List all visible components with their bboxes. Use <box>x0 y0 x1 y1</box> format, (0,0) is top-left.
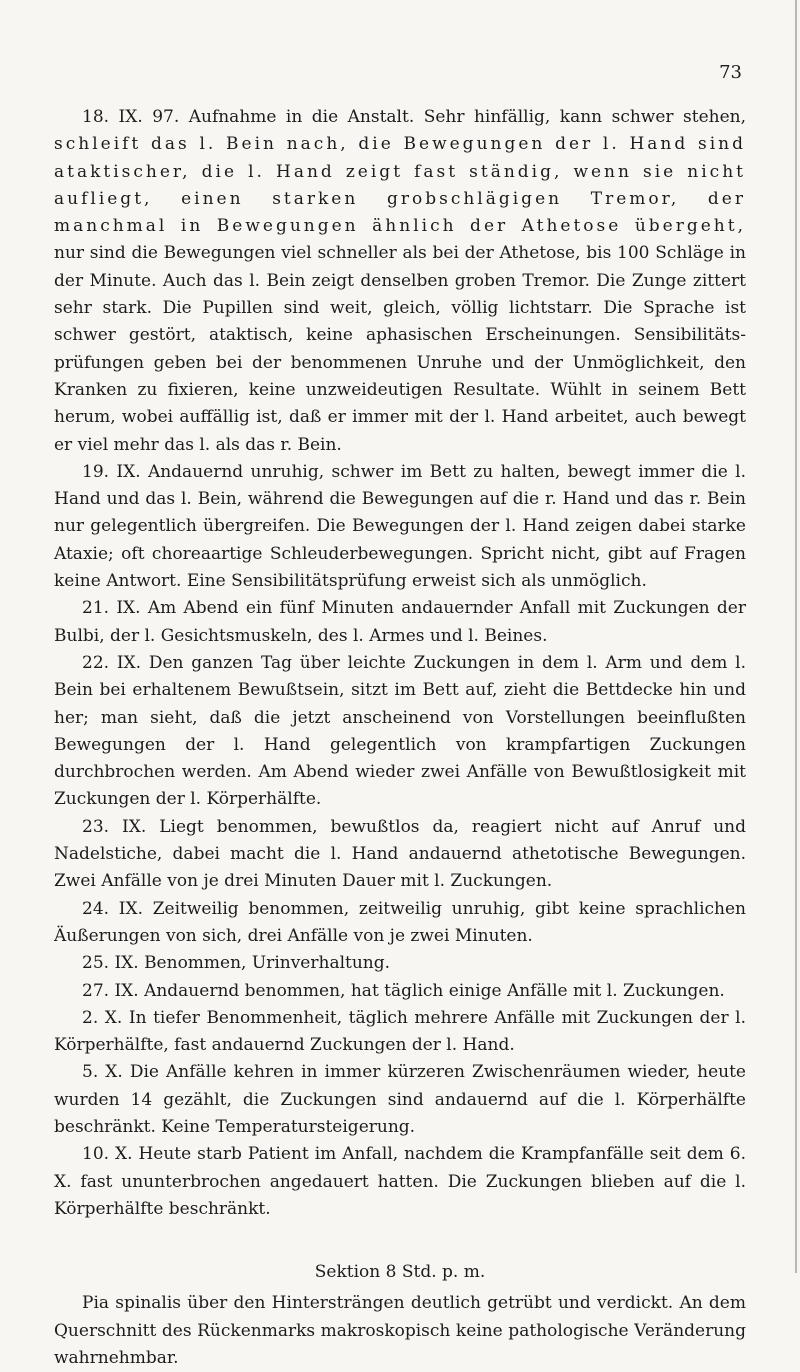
page-edge-line <box>795 0 797 1273</box>
entry-text: 19. IX. Andauernd unruhig, schwer im Bett zu halten, bewegt immer die l. Hand und das l. Bein, während die Bewegungen auf die r. Hand und das r. Bein nur gelegentlich übergreifen. Die Bewegungen der l. Hand zeigen dabei starke Ataxie; oft choreaartige Schleuderbewegungen. Spricht nicht, gibt auf Fragen keine Antwort. Eine Sensibilitätsprüfung erweist sich als unmöglich. <box>54 461 746 592</box>
entry-text: 22. IX. Den ganzen Tag über leichte Zuckungen in dem l. Arm und dem l. Bein bei erhaltenem Bewußtsein, sitzt im Bett auf, zieht die Bettdecke hin und her; man sieht, daß die jetzt anscheinend von Vorstellungen beeinflußten Bewegungen der l. Hand gelegentlich von krampfartigen Zuckungen durchbrochen werden. Am Abend wieder zwei Anfälle von Bewußtlosigkeit mit Zuckungen der l. Körperhälfte. <box>54 652 746 810</box>
case-entry <box>54 1005 746 1060</box>
body-text <box>54 104 746 1372</box>
case-entry <box>54 1059 746 1141</box>
case-entry <box>54 950 746 977</box>
entry-text: 2. X. In tiefer Benommenheit, täglich mehrere Anfälle mit Zuckungen der l. Körperhälfte, fast andauernd Zuckungen der l. Hand. <box>54 1007 746 1056</box>
entry-text: 23. IX. Liegt benommen, bewußtlos da, reagiert nicht auf Anruf und Nadelstiche, dabei macht die l. Hand andauernd athetotische Bewegungen. Zwei Anfälle von je drei Minuten Dauer mit l. Zuckungen. <box>54 816 746 892</box>
case-entry <box>54 978 746 1005</box>
case-entry <box>54 1141 746 1223</box>
page-number: 73 <box>719 62 742 83</box>
case-entry <box>54 896 746 951</box>
case-entries <box>54 104 746 1223</box>
case-entry <box>54 459 746 595</box>
entry-text: 5. X. Die Anfälle kehren in immer kürzeren Zwischenräumen wieder, heute wurden 14 gezählt, die Zuckungen sind andauernd auf die l. Körperhälfte beschränkt. Keine Temperatursteigerung. <box>54 1062 746 1137</box>
case-entry <box>54 595 746 650</box>
entry-text: 25. IX. Benommen, Urinverhaltung. <box>82 953 391 974</box>
entry-text: nur sind die Bewegungen viel schneller als bei der Athetose, bis 100 Schläge in der Minute. Auch das l. Bein zeigt denselben groben Tremor. Die Zunge zittert sehr stark. Die Pupillen sind weit, gleich, völlig lichtstarr. Die Sprache ist schwer gestört, ataktisch, keine aphasischen Erscheinungen. Sensibilitätsprüfungen geben bei der benommenen Unruhe und der Unmöglichkeit, den Kranken zu fixieren, keine unzweideutigen Resultate. Wühlt in seinem Bett herum, wobei auffällig ist, daß er immer mit der l. Hand arbeitet, auch bewegt er viel mehr das l. als das r. Bein. <box>54 243 746 455</box>
case-entry <box>54 814 746 896</box>
case-entry <box>54 650 746 814</box>
entry-text: 18. IX. 97. Aufnahme in die Anstalt. Sehr hinfällig, kann schwer stehen, <box>82 107 746 127</box>
entry-text: 21. IX. Am Abend ein fünf Minuten andauernder Anfall mit Zuckungen der Bulbi, der l. Gesichtsmuskeln, des l. Armes und l. Beines. <box>54 598 746 646</box>
case-entry <box>54 104 746 459</box>
entry-text: 27. IX. Andauernd benommen, hat täglich einige Anfälle mit l. Zuckungen. <box>82 980 725 1001</box>
entry-text: 24. IX. Zeitweilig benommen, zeitweilig unruhig, gibt keine sprachlichen Äußerungen von sich, drei Anfälle von je zwei Minuten. <box>54 898 746 946</box>
section-heading: Sektion 8 Std. p. m. <box>314 1262 486 1283</box>
entry-text: 10. X. Heute starb Patient im Anfall, nachdem die Krampfanfälle seit dem 6. X. fast ununterbrochen angedauert hatten. Die Zuckungen blieben auf die l. Körperhälfte beschränkt. <box>54 1144 746 1219</box>
final-paragraph: Pia spinalis über den Hintersträngen deutlich getrübt und verdickt. An dem Querschnitt des Rückenmarks makroskopisch keine pathologische Veränderung wahrnehmbar. <box>54 1293 746 1369</box>
spaced-emphasis-text: schleift das l. Bein nach, die Bewegungen der l. Hand sind ataktischer, die l. Hand zeigt fast ständig, wenn sie nicht aufliegt, einen starken grobschlägigen Tremor, der manchmal in Bewegungen ähnlich der Athetose übergeht, <box>54 134 746 237</box>
